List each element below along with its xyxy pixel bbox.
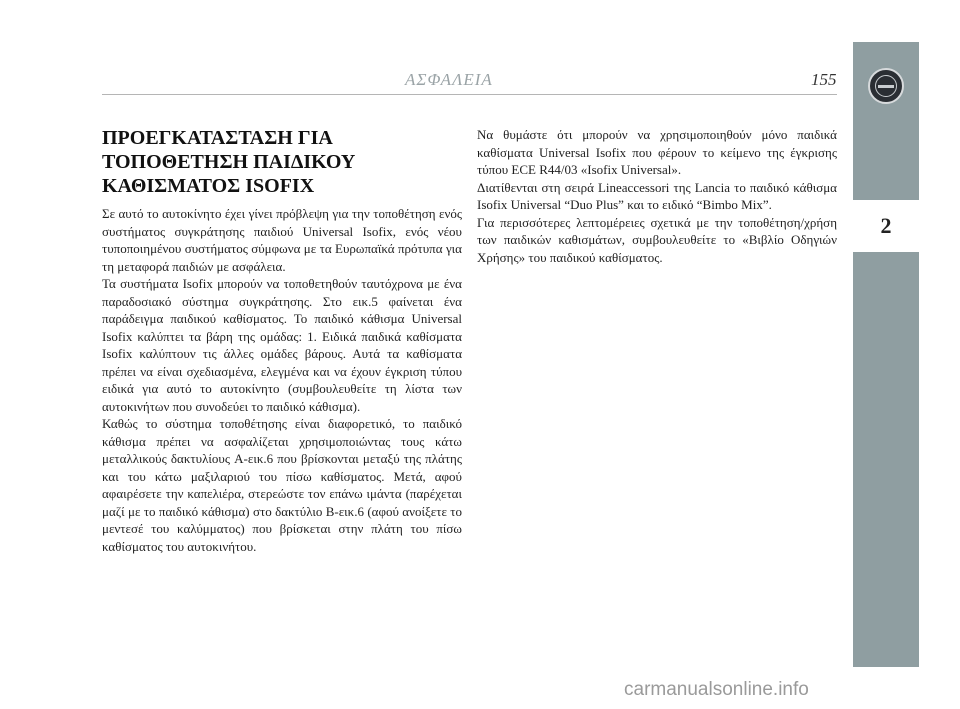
logo-ring xyxy=(875,75,897,97)
chapter-tab[interactable]: 2 xyxy=(853,200,919,252)
left-paragraph-1: Σε αυτό το αυτοκίνητο έχει γίνει πρόβλεψη για την τοποθέτηση ενός συστήματος συγκράτησης παιδιού Universal Isofix, ενός νέου τυποποιημένου συστήματος σύμφωνα με τα Ευρωπαϊκά πρότυπα για τη μεταφορά παιδιών με ασφάλεια. xyxy=(102,206,462,274)
header-divider xyxy=(102,94,837,95)
left-text-column xyxy=(102,205,462,555)
heading-line-2: ΤΟΠΟΘΕΤΗΣΗ ΠΑΙΔΙΚΟΥ xyxy=(102,151,356,173)
left-paragraph-2: Τα συστήματα Isofix μπορούν να τοποθετηθούν ταυτόχρονα με ένα παραδοσιακό σύστημα συγκράτησης. Στο εικ.5 φαίνεται ένα παράδειγμα παιδικού καθίσματος. Το παιδικό κάθισμα Universal Isofix καλύπτει τα βάρη της ομάδας: 1. Ειδικά παιδικά καθίσματα Isofix καλύπτουν τις άλλες ομάδες βάρους. Αυτά τα καθίσματα πρέπει να είναι σχεδιασμένα, ελεγμένα και να έχουν έγκριση τύπου ειδικά για αυτό το αυτοκίνητο (συμβουλευθείτε τη λίστα των αυτοκινήτων που συνοδεύει το παιδικό κάθισμα). xyxy=(102,276,462,414)
right-paragraph-1: Να θυμάστε ότι μπορούν να χρησιμοποιηθούν μόνο παιδικά καθίσματα Universal Isofix που φέρουν το κείμενο της έγκρισης τύπου ECE R44/03 «Isofix Universal». xyxy=(477,127,837,177)
page-header-title: ΑΣΦΑΛΕΙΑ xyxy=(405,70,493,89)
right-paragraph-2: Διατίθενται στη σειρά Lineaccessori της Lancia το παιδικό κάθισμα Isofix Universal “Duo Plus” και το ειδικό “Bimbo Mix”. xyxy=(477,179,837,212)
watermark-text: carmanualsonline.info xyxy=(624,679,809,700)
lancia-shield-icon xyxy=(868,68,904,104)
left-paragraph-3: Καθώς το σύστημα τοποθέτησης είναι διαφορετικό, το παιδικό κάθισμα πρέπει να ασφαλίζεται χρησιμοποιώντας τους κάτω μεταλλικούς δακτυλίους A-εικ.6 που βρίσκονται μεταξύ της πλάτης και του κάτω μαξιλαριού του πίσω καθίσματος. Μετά, αφού αφαιρέσετε την καπελιέρα, στερεώστε τον επάνω ιμάντα (παρέχεται μαζί με το παιδικό κάθισμα) στο δακτύλιο B-εικ.6 (αφού ανοίξετε το μεντεσέ του καλύμματος) που βρίσκεται στην πλάτη του πίσω καθίσματος του αυτοκινήτου. xyxy=(102,416,462,554)
right-text-column xyxy=(477,126,837,266)
heading-line-1: ΠΡΟΕΓΚΑΤΑΣΤΑΣΗ ΓΙΑ xyxy=(102,127,333,149)
chapter-sidebar xyxy=(853,42,919,667)
section-heading xyxy=(102,126,462,198)
page-number: 155 xyxy=(811,70,837,89)
heading-line-3: ΚΑΘΙΣΜΑΤΟΣ ISOFIX xyxy=(102,175,315,197)
logo-bar xyxy=(878,85,894,88)
right-paragraph-3: Για περισσότερες λεπτομέρειες σχετικά με την τοποθέτηση/χρήση των παιδικών καθισμάτων, συμβουλευθείτε το «Βιβλίο Οδηγιών Χρήσης» του παιδικού καθίσματος. xyxy=(477,214,837,265)
